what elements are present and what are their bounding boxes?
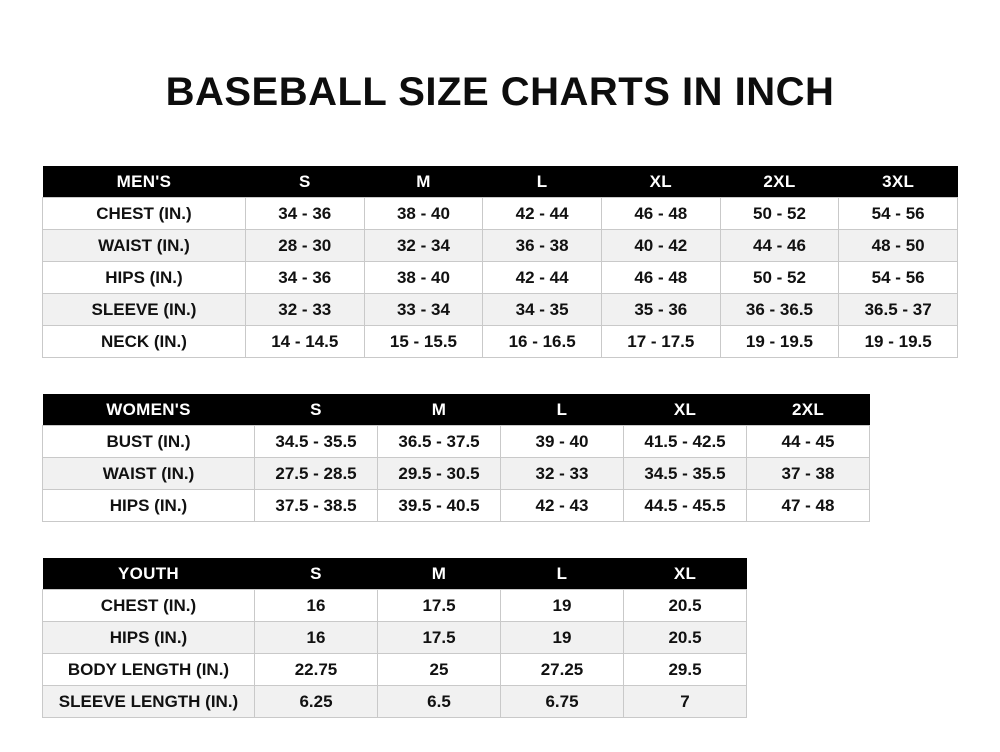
- table-cell: 6.25: [255, 686, 378, 718]
- table-cell: 37 - 38: [747, 458, 870, 490]
- row-label: BODY LENGTH (IN.): [43, 654, 255, 686]
- table-cell: 19: [501, 590, 624, 622]
- table-cell: 19: [501, 622, 624, 654]
- table-cell: 16: [255, 590, 378, 622]
- table-cell: 25: [378, 654, 501, 686]
- mens-table-block: [42, 166, 958, 358]
- table-cell: 6.75: [501, 686, 624, 718]
- table-row: [43, 458, 870, 490]
- column-header: S: [255, 394, 378, 426]
- table-cell: 34.5 - 35.5: [255, 426, 378, 458]
- column-header: 2XL: [747, 394, 870, 426]
- column-header: S: [245, 166, 364, 198]
- table-cell: 27.25: [501, 654, 624, 686]
- table-cell: 46 - 48: [601, 262, 720, 294]
- column-header: 3XL: [839, 166, 958, 198]
- table-header-row: [43, 394, 870, 426]
- table-header-row: [43, 166, 958, 198]
- table-row: [43, 590, 747, 622]
- row-label: CHEST (IN.): [43, 590, 255, 622]
- row-label: HIPS (IN.): [43, 622, 255, 654]
- table-row: [43, 622, 747, 654]
- column-header: WOMEN'S: [43, 394, 255, 426]
- table-row: [43, 262, 958, 294]
- table-cell: 16: [255, 622, 378, 654]
- table-cell: 34 - 36: [245, 198, 364, 230]
- table-cell: 27.5 - 28.5: [255, 458, 378, 490]
- table-cell: 39.5 - 40.5: [378, 490, 501, 522]
- table-cell: 32 - 33: [501, 458, 624, 490]
- table-cell: 29.5 - 30.5: [378, 458, 501, 490]
- table-cell: 14 - 14.5: [245, 326, 364, 358]
- table-cell: 20.5: [624, 622, 747, 654]
- column-header: L: [501, 394, 624, 426]
- table-cell: 44.5 - 45.5: [624, 490, 747, 522]
- table-cell: 17 - 17.5: [601, 326, 720, 358]
- table-cell: 42 - 43: [501, 490, 624, 522]
- table-cell: 48 - 50: [839, 230, 958, 262]
- table-header-row: [43, 558, 747, 590]
- table-cell: 38 - 40: [364, 262, 483, 294]
- table-cell: 46 - 48: [601, 198, 720, 230]
- table-cell: 41.5 - 42.5: [624, 426, 747, 458]
- row-label: WAIST (IN.): [43, 230, 246, 262]
- table-cell: 42 - 44: [483, 198, 602, 230]
- table-cell: 19 - 19.5: [720, 326, 839, 358]
- table-row: [43, 230, 958, 262]
- youth-size-table: [42, 558, 747, 718]
- table-cell: 32 - 34: [364, 230, 483, 262]
- table-cell: 16 - 16.5: [483, 326, 602, 358]
- column-header: M: [364, 166, 483, 198]
- column-header: L: [483, 166, 602, 198]
- table-row: [43, 326, 958, 358]
- column-header: XL: [601, 166, 720, 198]
- womens-table-block: [42, 394, 958, 522]
- table-row: [43, 654, 747, 686]
- table-cell: 34 - 36: [245, 262, 364, 294]
- table-cell: 33 - 34: [364, 294, 483, 326]
- table-cell: 40 - 42: [601, 230, 720, 262]
- table-cell: 32 - 33: [245, 294, 364, 326]
- table-cell: 6.5: [378, 686, 501, 718]
- table-cell: 39 - 40: [501, 426, 624, 458]
- row-label: NECK (IN.): [43, 326, 246, 358]
- table-cell: 36 - 38: [483, 230, 602, 262]
- row-label: HIPS (IN.): [43, 490, 255, 522]
- table-row: [43, 490, 870, 522]
- column-header: L: [501, 558, 624, 590]
- table-row: [43, 426, 870, 458]
- mens-size-table: [42, 166, 958, 358]
- column-header: XL: [624, 558, 747, 590]
- table-cell: 36 - 36.5: [720, 294, 839, 326]
- table-cell: 35 - 36: [601, 294, 720, 326]
- table-cell: 47 - 48: [747, 490, 870, 522]
- row-label: WAIST (IN.): [43, 458, 255, 490]
- table-cell: 54 - 56: [839, 198, 958, 230]
- row-label: BUST (IN.): [43, 426, 255, 458]
- table-cell: 36.5 - 37.5: [378, 426, 501, 458]
- row-label: CHEST (IN.): [43, 198, 246, 230]
- table-cell: 42 - 44: [483, 262, 602, 294]
- column-header: XL: [624, 394, 747, 426]
- table-cell: 7: [624, 686, 747, 718]
- womens-size-table: [42, 394, 870, 522]
- table-cell: 34.5 - 35.5: [624, 458, 747, 490]
- size-tables-container: [0, 166, 1000, 718]
- column-header: MEN'S: [43, 166, 246, 198]
- table-cell: 44 - 45: [747, 426, 870, 458]
- table-cell: 20.5: [624, 590, 747, 622]
- table-cell: 38 - 40: [364, 198, 483, 230]
- table-cell: 50 - 52: [720, 262, 839, 294]
- table-cell: 17.5: [378, 622, 501, 654]
- column-header: M: [378, 558, 501, 590]
- table-cell: 22.75: [255, 654, 378, 686]
- table-row: [43, 294, 958, 326]
- table-cell: 50 - 52: [720, 198, 839, 230]
- table-cell: 29.5: [624, 654, 747, 686]
- table-cell: 36.5 - 37: [839, 294, 958, 326]
- column-header: M: [378, 394, 501, 426]
- table-cell: 15 - 15.5: [364, 326, 483, 358]
- row-label: HIPS (IN.): [43, 262, 246, 294]
- column-header: 2XL: [720, 166, 839, 198]
- table-cell: 37.5 - 38.5: [255, 490, 378, 522]
- table-cell: 34 - 35: [483, 294, 602, 326]
- table-cell: 44 - 46: [720, 230, 839, 262]
- table-row: [43, 198, 958, 230]
- table-cell: 19 - 19.5: [839, 326, 958, 358]
- table-cell: 17.5: [378, 590, 501, 622]
- column-header: YOUTH: [43, 558, 255, 590]
- youth-table-block: [42, 558, 958, 718]
- table-cell: 28 - 30: [245, 230, 364, 262]
- row-label: SLEEVE LENGTH (IN.): [43, 686, 255, 718]
- table-row: [43, 686, 747, 718]
- row-label: SLEEVE (IN.): [43, 294, 246, 326]
- table-cell: 54 - 56: [839, 262, 958, 294]
- column-header: S: [255, 558, 378, 590]
- page-title: BASEBALL SIZE CHARTS IN INCH: [165, 70, 835, 114]
